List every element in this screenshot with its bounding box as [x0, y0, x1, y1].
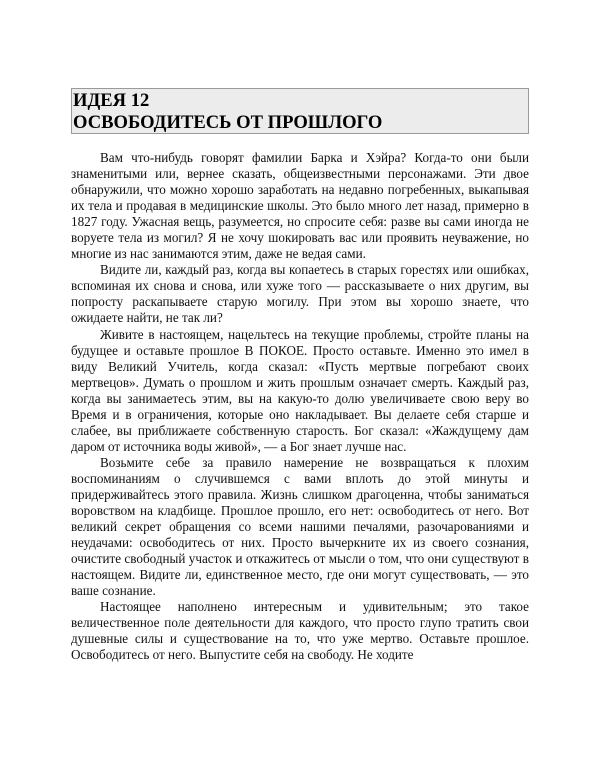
- chapter-title: ОСВОБОДИТЕСЬ ОТ ПРОШЛОГО: [73, 112, 383, 133]
- chapter-number: ИДЕЯ 12: [73, 90, 150, 111]
- paragraph-5: Настоящее наполнено интересным и удивительным; это такое величественное поле деятельности для каждого, что просто глупо тратить свои душевные силы и существование на то, что уже мертво. Оставьте прошлое. Освободитесь от него. Выпустите себя на свободу. Не ходите: [71, 599, 529, 663]
- document-page: [71, 88, 529, 664]
- paragraph-4: Возьмите себе за правило намерение не возвращаться к плохим воспоминаниям о случившемся с вами вплоть до этой минуты и придерживайтесь этого правила. Жизнь слишком драгоценна, чтобы заниматься воровством на кладбище. Прошлое прошло, его нет: освободитесь от него. Вот великий секрет обращения со всеми нашими печалями, разочарованиями и неудачами: освободитесь от них. Просто вычеркните их из своего сознания, очистите свободный участок и откажитесь от мысли о том, что они существуют в настоящем. Видите ли, единственное место, где они могут существовать, — это ваше сознание.: [71, 454, 529, 599]
- chapter-heading: [71, 88, 529, 134]
- body-text: [71, 150, 529, 664]
- paragraph-3: Живите в настоящем, нацельтесь на текущие проблемы, стройте планы на будущее и оставьте прошлое В ПОКОЕ. Просто оставьте. Именно это имел в виду Великий Учитель, когда сказал: «Пусть мертвые погребают своих мертвецов». Думать о прошлом и жить прошлым означает смерть. Каждый раз, когда вы занимаетесь этим, вы на какую-то долю увеличиваете свою веру во Время и в ограничения, которые оно накладывает. Вы делаете себя старше и слабее, вы приближаете собственную старость. Бог сказал: «Жаждущему дам даром от источника воды живой», — а Бог знает лучше нас.: [71, 326, 529, 454]
- paragraph-2: Видите ли, каждый раз, когда вы копаетесь в старых горестях или ошибках, вспоминая их снова и снова, или хуже того — рассказываете о них другим, вы попросту раскапываете старую могилу. При этом вы хорошо знаете, что ожидаете найти, не так ли?: [71, 262, 529, 326]
- paragraph-1: Вам что-нибудь говорят фамилии Барка и Хэйра? Когда-то они были знаменитыми или, вернее сказать, общеизвестными персонажами. Эти двое обнаружили, что можно хорошо заработать на недавно погребенных, выкапывая их тела и продавая в медицинские школы. Это было много лет назад, примерно в 1827 году. Ужасная вещь, разумеется, но спросите себя: разве вы сами иногда не воруете тела из могил? Я не хочу шокировать вас или проявить неуважение, но многие из нас занимаются этим, даже не ведая сами.: [71, 150, 529, 262]
